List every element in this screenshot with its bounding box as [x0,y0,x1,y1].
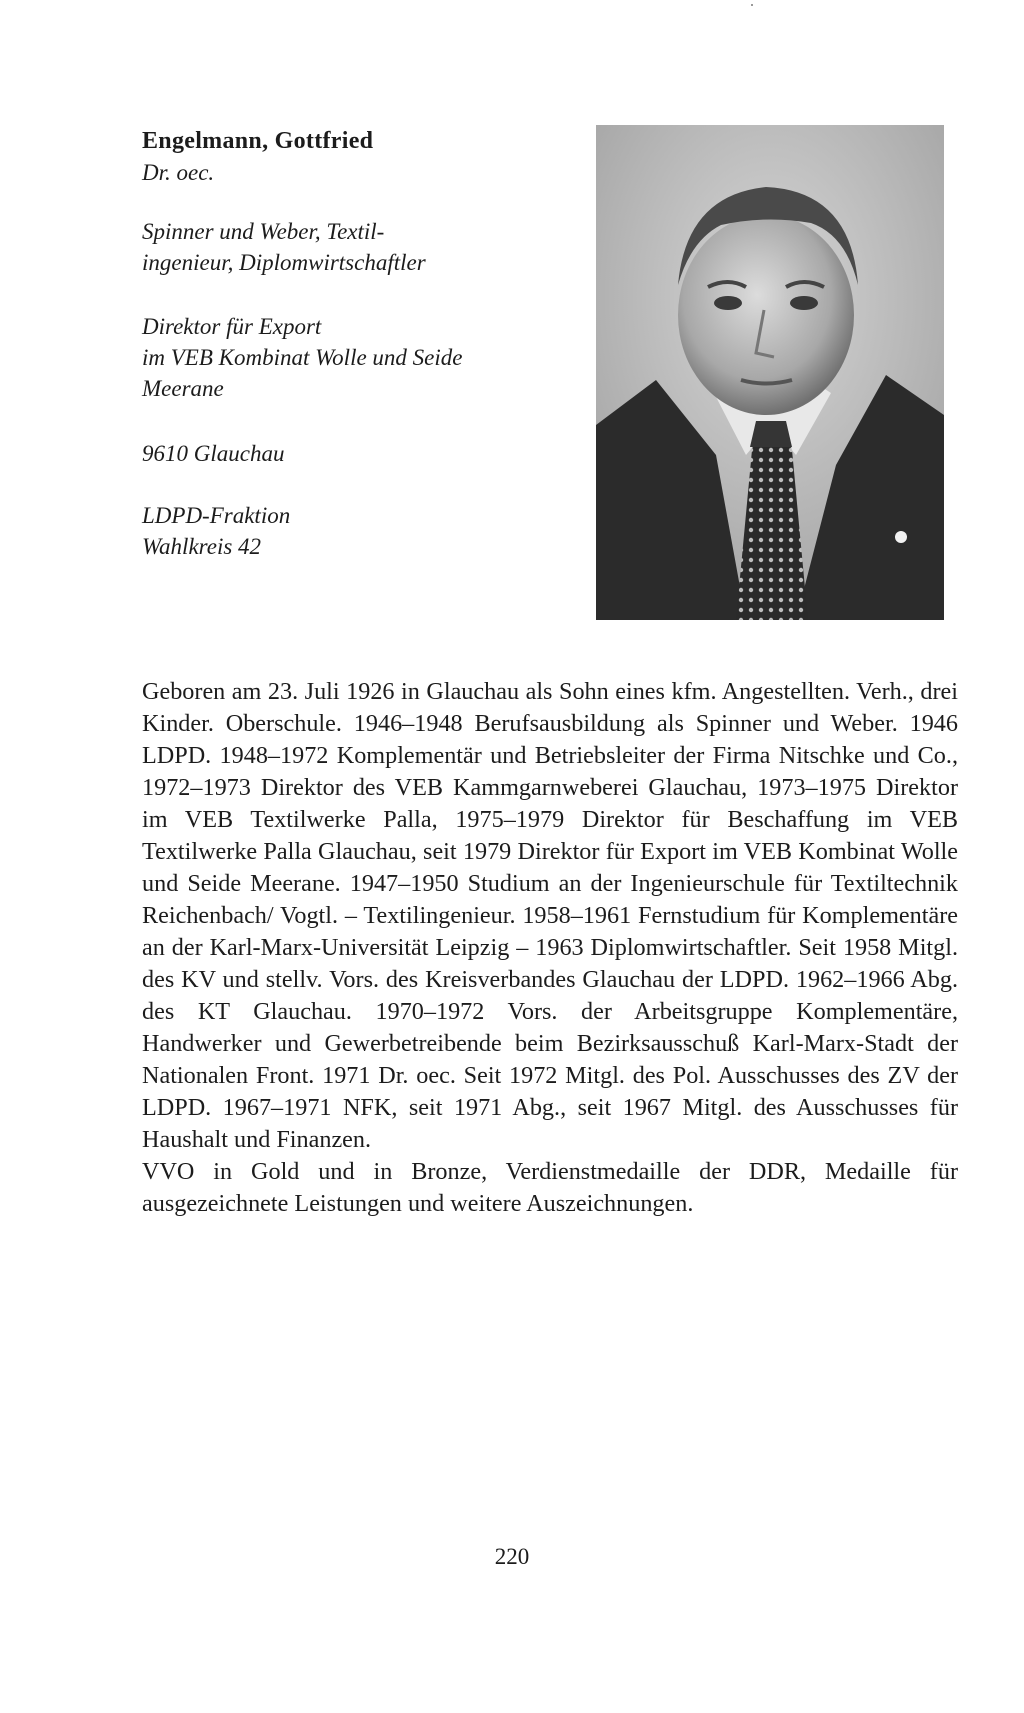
academic-degree: Dr. oec. [142,160,215,185]
portrait-image [596,125,944,620]
position-line: im VEB Kombinat Wolle und Seide [142,345,463,370]
profession-line: Spinner und Weber, Textil- [142,219,385,244]
faction-line: LDPD-Fraktion [142,503,291,528]
profession [142,216,426,278]
scan-speck [751,4,753,6]
position-line: Direktor für Export [142,314,322,339]
biography-paragraph: Geboren am 23. Juli 1926 in Glauchau als Sohn eines kfm. Angestellten. Verh., drei Kinder. Oberschule. 1946–1948 Berufsausbildung als Spinner und Weber. 1946 LDPD. 1948–1972 Komplementär und Betriebsleiter der Firma Nitschke und Co., 1972–1973 Direktor des VEB Kammgarnweberei Glauchau, 1973–1975 Direktor im VEB Textilwerke Palla, 1975–1979 Direktor für Beschaffung im VEB Textilwerke Palla Glauchau, seit 1979 Direktor für Export im VEB Kombinat Wolle und Seide Meerane. 1947–1950 Studium an der Ingenieurschule für Textiltechnik Reichenbach/ Vogtl. – Textilingenieur. 1958–1961 Fernstudium für Komplementäre an der Karl-Marx-Universität Leipzig – 1963 Diplomwirtschaftler. Seit 1958 Mitgl. des KV und stellv. Vors. des Kreisverbandes Glauchau der LDPD. 1962–1966 Abg. des KT Glauchau. 1970–1972 Vors. der Arbeitsgruppe Komplementäre, Handwerker und Gewerbetreibende beim Bezirksausschuß Karl-Marx-Stadt der Nationalen Front. 1971 Dr. oec. Seit 1972 Mitgl. des Pol. Ausschusses des ZV der LDPD. 1967–1971 NFK, seit 1971 Abg., seit 1967 Mitgl. des Ausschusses für Haushalt und Finanzen. [142,678,958,1153]
position [142,311,462,404]
city [142,438,284,469]
person-name: Engelmann, Gottfried [142,128,374,154]
faction-line: Wahlkreis 42 [142,534,262,559]
biography-paragraph: VVO in Gold und in Bronze, Verdienstmedaille der DDR, Medaille für ausgezeichnete Leistungen und weitere Auszeichnungen. [142,1158,958,1217]
city-line: 9610 Glauchau [142,441,285,466]
position-line: Meerane [142,376,224,401]
portrait-photo [596,125,944,620]
biography [142,676,958,1220]
page-number: 220 [494,1544,530,1569]
faction [142,500,290,562]
profession-line: ingenieur, Diplomwirtschaftler [142,250,426,275]
